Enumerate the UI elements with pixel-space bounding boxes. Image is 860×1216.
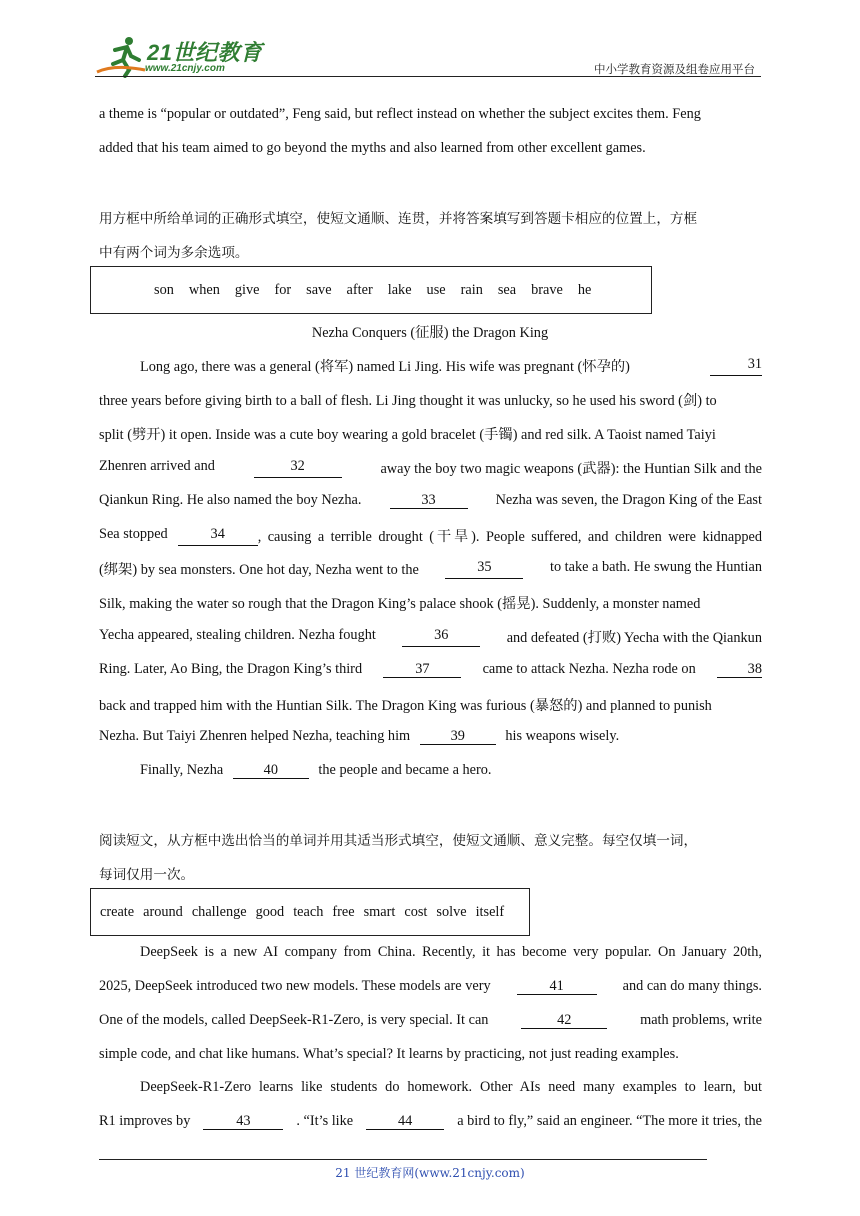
passage2-line-3: One of the models, called DeepSeek-R1-Zero, is very special. It can 42 math problems, write: [99, 1012, 762, 1028]
blank-36[interactable]: 36: [402, 627, 480, 647]
passage1-line-5: Qiankun Ring. He also named the boy Nezha. 33 Nezha was seven, the Dragon King of the East: [99, 492, 762, 508]
blank-43[interactable]: 43: [203, 1113, 283, 1130]
passage1-line-1: Long ago, there was a general (将军) named Li Jing. His wife was pregnant (怀孕的) 31: [140, 356, 762, 375]
passage1-line-4: Zhenren arrived and 32 away the boy two magic weapons (武器): the Huntian Silk and the: [99, 458, 762, 477]
passage1-line-12: Nezha. But Taiyi Zhenren helped Nezha, teaching him 39 his weapons wisely.: [99, 728, 620, 744]
word-box-2-words: [91, 889, 529, 935]
word-box-2-word: itself: [475, 903, 505, 920]
blank-42[interactable]: 42: [521, 1012, 607, 1029]
word-box-1-word: son: [154, 281, 174, 298]
blank-44[interactable]: 44: [366, 1113, 444, 1130]
word-box-1-word: for: [274, 281, 292, 298]
blank-38[interactable]: 38: [717, 661, 762, 678]
passage2-line-6: R1 improves by 43 . “It’s like 44 a bird to fly,” said an engineer. “The more it tries, the: [99, 1113, 762, 1129]
passage1-line-10: Ring. Later, Ao Bing, the Dragon King’s third 37 came to attack Nezha. Nezha rode on 38: [99, 661, 762, 677]
blank-31[interactable]: 31: [710, 356, 762, 376]
passage1-line-2: three years before giving birth to a ball of flesh. Li Jing thought it was unlucky, so he used his sword (剑) to: [99, 393, 717, 409]
word-box-1-word: he: [577, 281, 592, 298]
passage2-line-4: simple code, and chat like humans. What’s special? It learns by practicing, not just reading examples.: [99, 1046, 679, 1062]
passage1-line-9: Yecha appeared, stealing children. Nezha fought 36 and defeated (打败) Yecha with the Qiankun: [99, 627, 762, 646]
word-box-2-word: good: [255, 903, 285, 920]
blank-37[interactable]: 37: [383, 661, 461, 678]
word-box-1-word: sea: [497, 281, 517, 298]
word-box-1-word: give: [234, 281, 260, 298]
word-box-2-word: around: [143, 903, 183, 920]
logo-text: 21世纪教育: [147, 40, 263, 65]
footer-text: 21 世纪教育网(www.21cnjy.com): [335, 1166, 525, 1180]
blank-32[interactable]: 32: [254, 458, 342, 478]
blank-34[interactable]: 34: [178, 526, 258, 546]
blank-40[interactable]: 40: [233, 762, 309, 779]
blank-41[interactable]: 41: [517, 978, 597, 995]
word-box-1-word: when: [188, 281, 220, 298]
word-box-2-word: cost: [404, 903, 428, 920]
word-box-2-word: teach: [293, 903, 324, 920]
passage-title: Nezha Conquers (征服) the Dragon King: [311, 325, 549, 341]
intro-line-1: a theme is “popular or outdated”, Feng said, but reflect instead on whether the subject excites them. Feng: [99, 106, 701, 122]
footer-divider: [99, 1159, 707, 1160]
word-box-2-word: challenge: [191, 903, 247, 920]
blank-33[interactable]: 33: [390, 492, 468, 509]
section1-instruction-2: 中有两个词为多余选项。: [99, 245, 249, 261]
passage1-line-13: Finally, Nezha 40 the people and became a hero.: [140, 762, 492, 778]
blank-35[interactable]: 35: [445, 559, 523, 579]
word-box-1-word: use: [426, 281, 446, 298]
intro-line-2: added that his team aimed to go beyond the myths and also learned from other excellent games.: [99, 140, 646, 156]
passage1-line-11: back and trapped him with the Huntian Silk. The Dragon King was furious (暴怒的) and planned to punish: [99, 698, 712, 714]
passage2-line-2: 2025, DeepSeek introduced two new models. These models are very 41 and can do many things.: [99, 978, 762, 994]
passage2-line-1: DeepSeek is a new AI company from China. Recently, it has become very popular. On January 20th,: [140, 944, 762, 960]
word-box-1-word: save: [306, 281, 332, 298]
passage1-line-6: Sea stopped 34 , causing a terrible drought (干旱). People suffered, and children were kidnapped: [99, 526, 762, 545]
word-box-2: [90, 888, 530, 936]
word-box-2-word: solve: [436, 903, 467, 920]
passage1-line-3: split (劈开) it open. Inside was a cute boy wearing a gold bracelet (手镯) and red silk. A Taoist named Taiyi: [99, 427, 716, 443]
word-box-1-words: [91, 267, 651, 313]
passage2-line-5: DeepSeek-R1-Zero learns like students do homework. Other AIs need many examples to learn, but: [140, 1079, 762, 1095]
platform-label: 中小学教育资源及组卷应用平台: [594, 62, 755, 76]
site-logo: [95, 34, 265, 78]
word-box-2-word: create: [100, 903, 135, 920]
section2-instruction-2: 每词仅用一次。: [99, 867, 195, 883]
section2-instruction-1: 阅读短文，从方框中选出恰当的单词并用其适当形式填空，使短文通顺、意义完整。每空仅填一词，: [99, 833, 698, 849]
word-box-2-word: smart: [363, 903, 396, 920]
word-box-1-word: brave: [531, 281, 563, 298]
page-header: [95, 34, 761, 78]
logo-url: www.21cnjy.com: [145, 63, 225, 74]
runner-logo-icon: [95, 34, 147, 78]
passage1-line-7: (绑架) by sea monsters. One hot day, Nezha went to the 35 to take a bath. He swung the Huntian: [99, 559, 762, 578]
blank-39[interactable]: 39: [420, 728, 496, 745]
word-box-1-word: after: [346, 281, 373, 298]
word-box-1-word: lake: [387, 281, 412, 298]
section1-instruction-1: 用方框中所给单词的正确形式填空，使短文通顺、连贯，并将答案填写到答题卡相应的位置上，方框: [99, 211, 698, 227]
word-box-1-word: rain: [460, 281, 483, 298]
word-box-2-word: free: [332, 903, 355, 920]
header-divider: [95, 76, 761, 77]
passage1-line-8: Silk, making the water so rough that the Dragon King’s palace shook (摇晃). Suddenly, a monster named: [99, 596, 701, 612]
word-box-1: [90, 266, 652, 314]
